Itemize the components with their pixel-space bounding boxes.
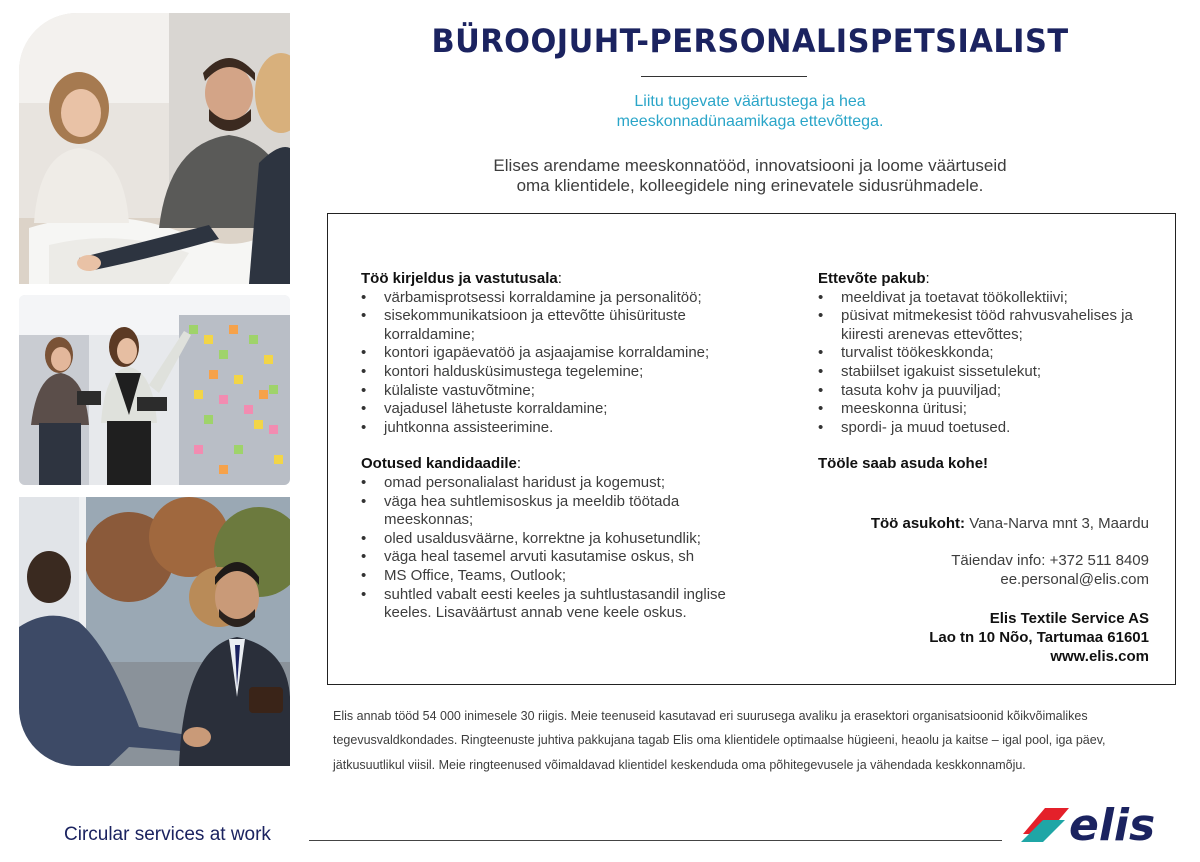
list-item: • oled usaldusväärne, korrektne ja kohusetundlik; — [361, 530, 771, 549]
list-item: • meeldivat ja toetavat töökollektiivi; — [818, 289, 1163, 308]
subtitle — [540, 92, 960, 132]
page-title: BÜROOJUHT-PERSONALISPETSIALIST — [431, 22, 1069, 60]
intro-line-1: Elises arendame meeskonnatööd, innovatsiooni ja loome väärtuseid — [493, 156, 1007, 175]
expectations-heading: Ootused kandidaadile: — [361, 455, 522, 473]
elis-logo — [1019, 794, 1169, 850]
list-item: • vajadusel lähetuste korraldamine; — [361, 400, 771, 419]
logo-wordmark: elis — [1069, 800, 1156, 850]
list-item: • omad personalialast haridust ja kogemust; — [361, 474, 771, 493]
intro-text — [430, 156, 1070, 196]
offer-list — [818, 289, 1163, 438]
list-item: • väga hea suhtlemisoskus ja meeldib töötada meeskonnas; — [361, 493, 771, 530]
list-item: • meeskonna üritusi; — [818, 400, 1163, 419]
list-item: • värbamisprotsessi korraldamine ja personalitöö; — [361, 289, 771, 308]
job-location-label: Töö asukoht: — [870, 515, 966, 532]
right-column — [818, 270, 1163, 474]
list-item: • kontori igapäevatöö ja asjaajamise korraldamine; — [361, 344, 771, 363]
company-address: Lao tn 10 Nõo, Tartumaa 61601 — [929, 629, 1149, 646]
photo-handshake — [19, 497, 290, 766]
list-item: • väga heal tasemel arvuti kasutamise oskus, sh — [361, 548, 771, 567]
list-item: • stabiilset igakuist sissetulekut; — [818, 363, 1163, 382]
contact-email[interactable]: ee.personal@elis.com — [1000, 571, 1149, 588]
list-item: • tasuta kohv ja puuviljad; — [818, 382, 1163, 401]
list-item: • turvalist töökeskkonda; — [818, 344, 1163, 363]
tagline: Circular services at work — [64, 824, 271, 845]
expectations-list — [361, 474, 771, 623]
list-item: • püsivat mitmekesist tööd rahvusvahelises ja kiiresti arenevas ettevõttes; — [818, 307, 1163, 344]
start-immediately-note: Tööle saab asuda kohe! — [818, 455, 989, 473]
list-item: • kontori haldusküsimustega tegelemine; — [361, 363, 771, 382]
about-text: Elis annab tööd 54 000 inimesele 30 riigis. Meie teenuseid kasutavad eri suurusega avaliku ja erasektori organisatsioonid kõikvõimalikes tegevusvaldkondades. Ringteenuste juhtiva pakkujana tagab Elis oma klientidele optimaalse hügieeni, heaolu ja kaitse – igal pool, iga päev, jätkusuutlikul viisil. Meie ringteenused võimaldavad klientidel keskenduda oma põhitegevusele ja vähendada keskkonnamõju. — [333, 709, 1106, 772]
list-item: • MS Office, Teams, Outlook; — [361, 567, 771, 586]
list-item: • suhtled vabalt eesti keeles ja suhtlustasandil inglise keeles. Lisaväärtust annab vene keele oskus. — [361, 586, 771, 623]
company-name: Elis Textile Service AS — [989, 610, 1149, 627]
job-description-list — [361, 289, 771, 438]
offer-heading: Ettevõte pakub: — [818, 270, 930, 287]
job-location-value: Vana-Narva mnt 3, Maardu — [969, 515, 1149, 532]
contact-phone: Täiendav info: +372 511 8409 — [951, 552, 1149, 569]
company-website-link[interactable]: www.elis.com — [1050, 648, 1149, 665]
title-divider — [641, 76, 807, 77]
job-description-heading: Töö kirjeldus ja vastutusala: — [361, 270, 562, 287]
photo-team-meeting — [19, 13, 290, 284]
list-item: • külaliste vastuvõtmine; — [361, 382, 771, 401]
list-item: • spordi- ja muud toetused. — [818, 419, 1163, 438]
subtitle-line-1: Liitu tugevate väärtustega ja hea — [634, 93, 866, 110]
list-item: • sisekommunikatsioon ja ettevõtte ühisürituste korraldamine; — [361, 307, 771, 344]
footer-divider — [309, 840, 1002, 841]
contact-info — [951, 551, 1149, 589]
subtitle-line-2: meeskonnadünaamikaga ettevõttega. — [616, 113, 884, 130]
company-info — [929, 609, 1149, 666]
list-item: • juhtkonna assisteerimine. — [361, 419, 771, 438]
photo-planning-board — [19, 295, 290, 485]
job-location — [871, 514, 1149, 533]
left-column — [361, 270, 771, 623]
intro-line-2: oma klientidele, kolleegidele ning erinevatele sidusrühmadele. — [516, 176, 984, 195]
